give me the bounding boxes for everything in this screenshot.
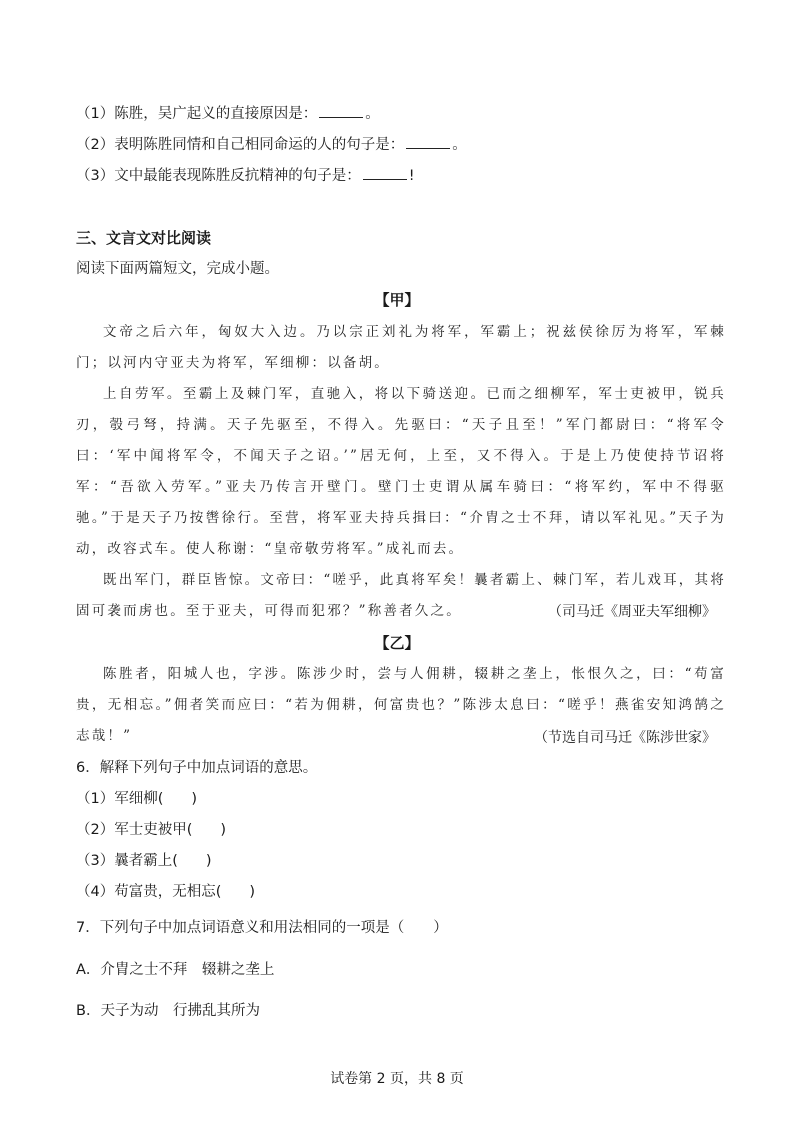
passage-a-paragraph: 上自劳军。至霸上及棘门军，直驰入，将以下骑送迎。已而之细柳军，军士吏被甲，锐兵刃，彀弓弩，持满。天子先驱至，不得入。先驱曰：“天子且至！”军门都尉曰：“将军令曰：‘军中闻将军令，不闻天子之诏。’”居无何，上至，又不得入。于是上乃使使持节诏将军：“吾欲入劳军。”亚夫乃传言开壁门。壁门士吏谓从属车骑曰：“将军约，军中不得驱驰。”于是天子乃按辔徐行。至营，将军亚夫持兵揖曰：“介胄之士不拜，请以军礼见。”天子为动，改容式车。使人称谢：“皇帝敬劳将军。”成礼而去。	[76, 386, 726, 557]
question-6-item-3	[76, 851, 212, 871]
section-heading: 三、文言文对比阅读	[76, 229, 212, 247]
item-text: （3）曩者霸上(	[76, 853, 178, 869]
question-3-line	[76, 166, 415, 186]
question-text: （2）表明陈胜同情和自己相同命运的人的句子是：	[76, 137, 405, 153]
question-text: （3）文中最能表现陈胜反抗精神的句子是：	[76, 168, 361, 184]
passage-b-title: 【乙】	[374, 634, 420, 652]
item-close: )	[191, 791, 198, 807]
question-text: （1）陈胜，吴广起义的直接原因是：	[76, 106, 318, 122]
question-2-line	[76, 135, 467, 155]
question-7-option-a[interactable]: A．介胄之士不拜 辍耕之垄上	[76, 962, 275, 978]
question-suffix: 。	[452, 137, 467, 153]
passage-a-paragraph: 文帝之后六年，匈奴大入边。乃以宗正刘礼为将军，军霸上；祝兹侯徐厉为将军，军棘门；以河内守亚夫为将军，军细柳：以备胡。	[76, 324, 726, 371]
page-footer: 试卷第 2 页，共 8 页	[330, 1071, 464, 1087]
question-6-item-4	[76, 882, 255, 902]
item-text: （1）军细柳(	[76, 791, 164, 807]
answer-blank[interactable]	[363, 167, 407, 180]
item-close: )	[249, 884, 256, 900]
question-6-stem: 6．解释下列句子中加点词语的意思。	[76, 760, 318, 776]
section-instruction: 阅读下面两篇短文，完成小题。	[76, 261, 279, 277]
passage-a-title: 【甲】	[374, 291, 420, 309]
item-close: )	[205, 853, 212, 869]
question-suffix: !	[408, 168, 415, 184]
question-suffix: 。	[365, 106, 380, 122]
question-6-item-2	[76, 820, 226, 840]
question-7-stem: 7．下列句子中加点词语意义和用法相同的一项是（ ）	[76, 920, 448, 936]
passage-a-body	[76, 317, 726, 627]
passage-b-source: （节选自司马迁《陈涉世家》	[534, 730, 716, 746]
passage-a-source: （司马迁《周亚夫军细柳》	[548, 604, 716, 620]
answer-blank[interactable]	[319, 105, 363, 118]
question-1-line	[76, 104, 380, 124]
answer-blank[interactable]	[406, 136, 450, 149]
item-text: （4）苟富贵，无相忘(	[76, 884, 222, 900]
passage-a-paragraph: 既出军门，群臣皆惊。文帝曰：“嗟乎，此真将军矣！曩者霸上、棘门军，若儿戏耳，其将固可袭而虏也。至于亚夫，可得而犯邪？”称善者久之。	[76, 572, 726, 619]
item-close: )	[220, 822, 227, 838]
question-6-item-1	[76, 789, 197, 809]
question-7-option-b[interactable]: B．天子为动 行拂乱其所为	[76, 1003, 260, 1019]
item-text: （2）军士吏被甲(	[76, 822, 193, 838]
passage-b-paragraph: 陈胜者，阳城人也，字涉。陈涉少时，尝与人佣耕，辍耕之垄上，怅恨久之，曰：“苟富贵，无相忘。”佣者笑而应曰：“若为佣耕，何富贵也？”陈涉太息曰：“嗟乎！燕雀安知鸿鹄之志哉！”	[76, 666, 726, 744]
